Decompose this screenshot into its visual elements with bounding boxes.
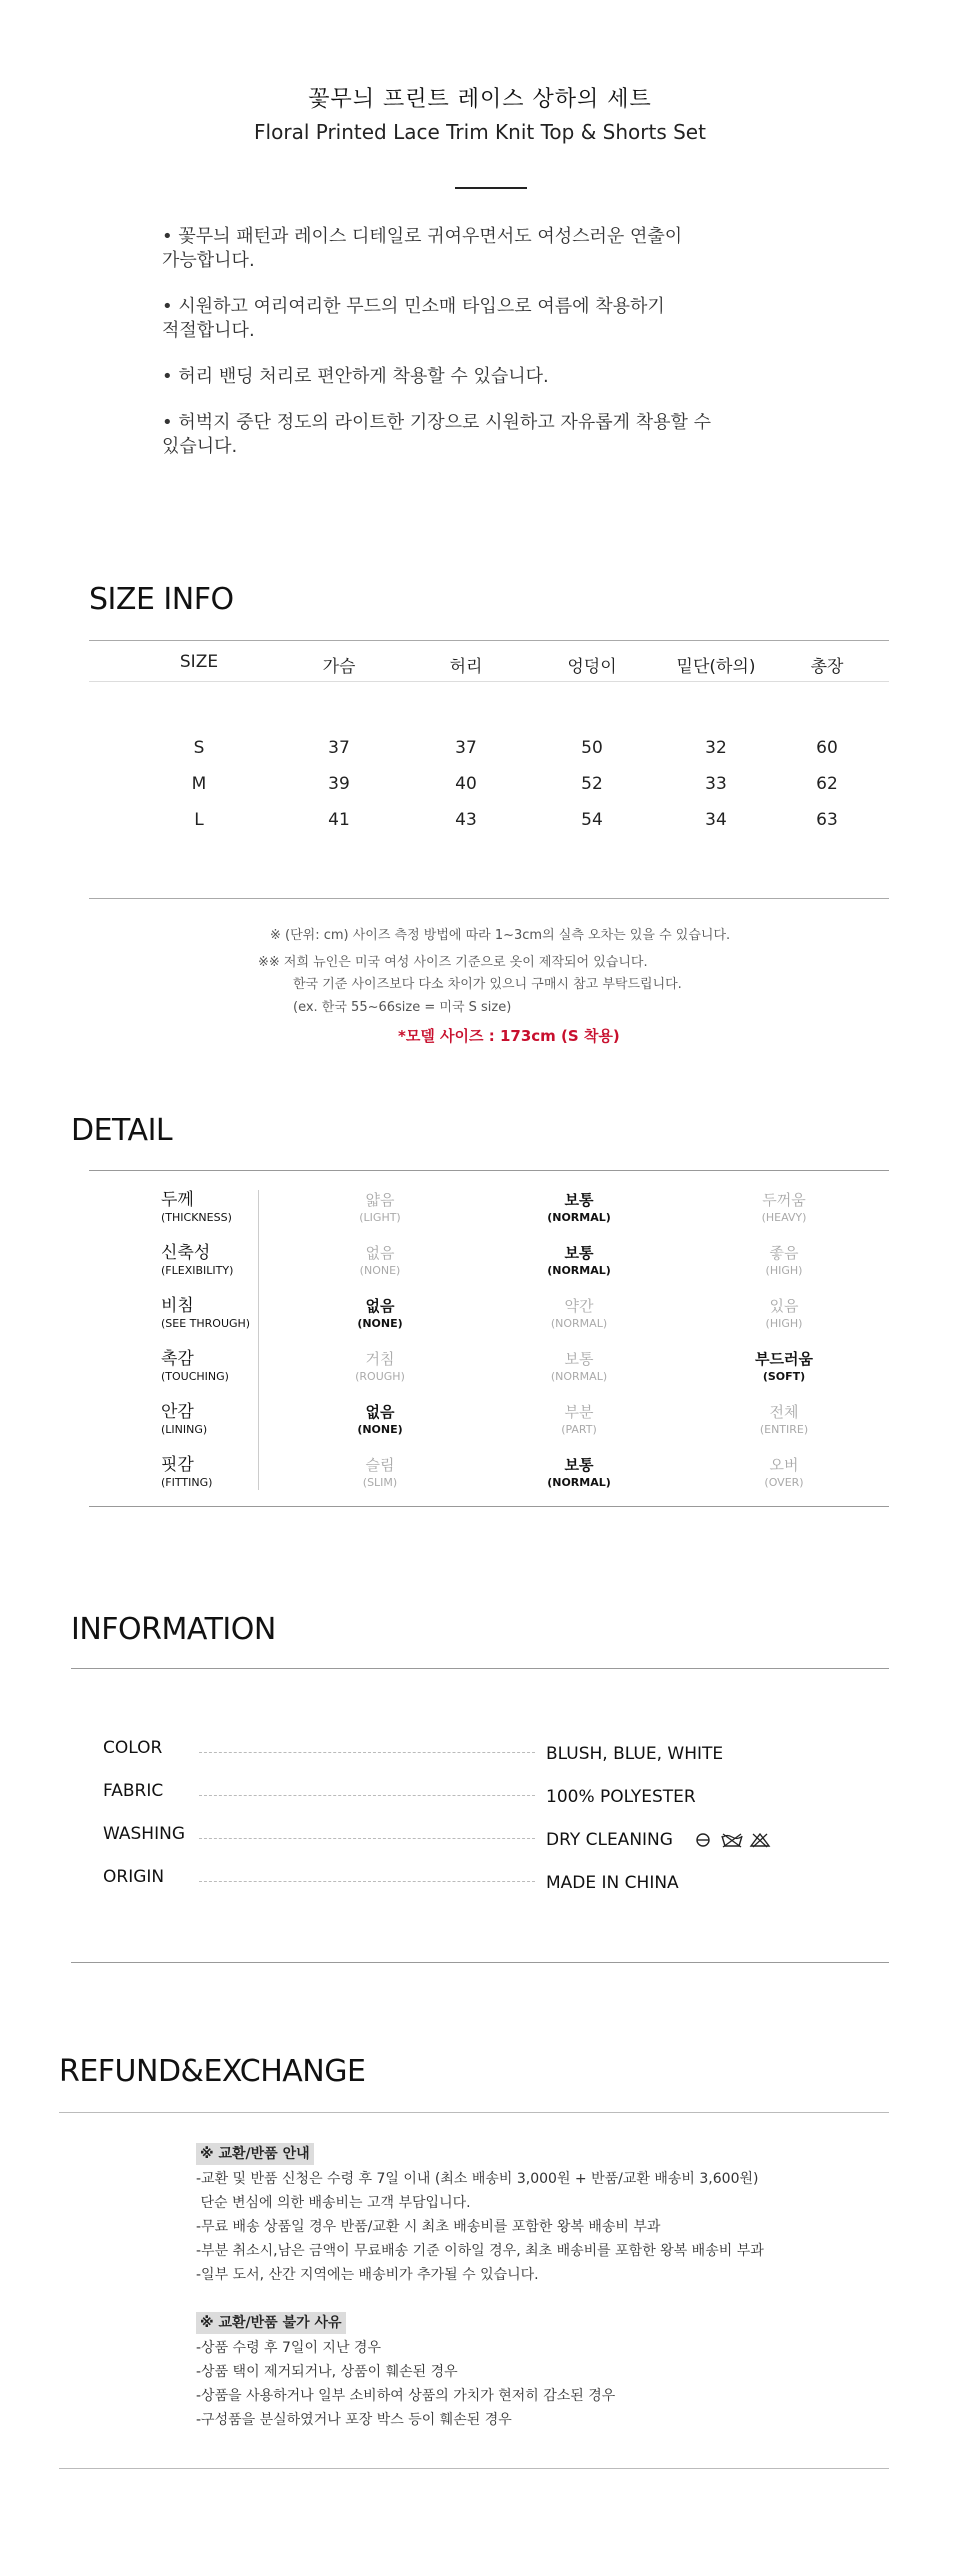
detail-option-selected [509, 1190, 649, 1226]
option-en: (NORMAL) [547, 1264, 611, 1277]
detail-option-selected [310, 1296, 450, 1332]
description-item: • 허리 밴딩 처리로 편안하게 착용할 수 있습니다. [162, 366, 549, 387]
option-kr: 전체 [769, 1403, 799, 1421]
refund-top-line [59, 2112, 889, 2113]
detail-option [714, 1296, 854, 1332]
option-en: (NORMAL) [550, 1317, 608, 1330]
no-bleach-icon [749, 1832, 771, 1848]
option-kr: 거침 [365, 1350, 395, 1368]
size-table-row [89, 810, 889, 840]
detail-title: DETAIL [71, 1113, 173, 1148]
size-table-row [89, 738, 889, 768]
refund-deny-heading: ※ 교환/반품 불가 사유 [196, 2312, 346, 2334]
size-table-top-line [89, 640, 889, 641]
option-en: (NONE) [359, 1264, 401, 1277]
info-row-color [103, 1738, 823, 1768]
size-header-cell: 총장 [810, 657, 844, 677]
detail-row-fitting [89, 1455, 889, 1505]
size-cell: 41 [328, 810, 350, 830]
detail-table-top-line [89, 1170, 889, 1171]
info-value: MADE IN CHINA [546, 1873, 679, 1893]
option-en: (NONE) [357, 1317, 403, 1330]
option-en: (NONE) [357, 1423, 403, 1436]
size-header-cell: 밑단(하의) [676, 657, 756, 677]
info-dashed-leader [199, 1752, 535, 1753]
refund-guide-line: -일부 도서, 산간 지역에는 배송비가 추가될 수 있습니다. [196, 2267, 539, 2283]
detail-label-en: (THICKNESS) [161, 1211, 232, 1224]
refund-deny-line: -상품 수령 후 7일이 지난 경우 [196, 2340, 381, 2356]
detail-option-selected [310, 1402, 450, 1438]
refund-guide-line: -무료 배송 상품일 경우 반품/교환 시 최초 배송비를 포함한 왕복 배송비 부과 [196, 2219, 661, 2235]
option-en: (HIGH) [765, 1264, 803, 1277]
info-value: BLUSH, BLUE, WHITE [546, 1744, 724, 1764]
info-row-fabric [103, 1781, 823, 1811]
size-info-title: SIZE INFO [89, 582, 234, 617]
refund-guide-line: 단순 변심에 의한 배송비는 고객 부담입니다. [196, 2195, 471, 2211]
size-note: ※※ 저희 뉴인은 미국 여성 사이즈 기준으로 옷이 제작되어 있습니다. [258, 955, 648, 970]
size-header-cell: 엉덩이 [567, 657, 617, 677]
detail-option-selected [509, 1243, 649, 1279]
option-en: (LIGHT) [359, 1211, 401, 1224]
description-item: • 시원하고 여리여리한 무드의 민소매 타입으로 여름에 착용하기 적절합니다. [162, 296, 665, 341]
detail-label-en: (FLEXIBILITY) [161, 1264, 234, 1277]
option-kr: 슬림 [365, 1456, 395, 1474]
size-header-cell: 가슴 [322, 657, 356, 677]
option-kr: 부드러움 [755, 1350, 813, 1368]
detail-label-kr: 촉감 [161, 1349, 194, 1369]
info-label: WASHING [103, 1824, 185, 1844]
option-en: (NORMAL) [547, 1476, 611, 1489]
detail-option [310, 1349, 450, 1385]
detail-label [161, 1243, 233, 1279]
size-cell: 60 [816, 738, 838, 758]
size-note: ※ (단위: cm) 사이즈 측정 방법에 따라 1~3cm의 실측 오차는 있을 수 있습니다. [270, 928, 731, 943]
info-value: DRY CLEANING [546, 1830, 673, 1850]
information-bottom-line [71, 1962, 889, 1963]
refund-deny [196, 2311, 856, 2432]
detail-table-bottom-line [89, 1506, 889, 1507]
size-cell: 32 [705, 738, 727, 758]
size-cell: 62 [816, 774, 838, 794]
detail-row-touching [89, 1349, 889, 1399]
detail-label [161, 1190, 232, 1226]
detail-row-see-through [89, 1296, 889, 1346]
info-dashed-leader [199, 1881, 535, 1882]
option-kr: 없음 [365, 1403, 395, 1421]
detail-option [509, 1349, 649, 1385]
option-kr: 얇음 [365, 1191, 395, 1209]
refund-deny-line: -상품을 사용하거나 일부 소비하여 상품의 가치가 현저히 감소된 경우 [196, 2388, 616, 2404]
option-kr: 오버 [769, 1456, 799, 1474]
product-title-en: Floral Printed Lace Trim Knit Top & Shorts Set [254, 120, 706, 144]
info-row-washing [103, 1824, 823, 1854]
refund-guide-heading: ※ 교환/반품 안내 [196, 2143, 314, 2165]
refund-guide [196, 2142, 856, 2287]
refund-deny-line: -상품 택이 제거되거나, 상품이 훼손된 경우 [196, 2364, 458, 2380]
option-kr: 부분 [564, 1403, 594, 1421]
size-table-bottom-line [89, 898, 889, 899]
model-size-note: *모델 사이즈 : 173cm (S 착용) [398, 1027, 620, 1045]
size-table-row [89, 774, 889, 804]
info-dashed-leader [199, 1838, 535, 1839]
size-cell: M [191, 774, 207, 794]
size-header-cell: 허리 [449, 657, 483, 677]
detail-row-lining [89, 1402, 889, 1452]
option-en: (OVER) [764, 1476, 804, 1489]
detail-label [161, 1349, 229, 1385]
option-kr: 없음 [365, 1244, 395, 1262]
detail-option [509, 1296, 649, 1332]
detail-option [714, 1402, 854, 1438]
description-item: • 허벅지 중단 정도의 라이트한 기장으로 시원하고 자유롭게 착용할 수 있습니다. [162, 412, 711, 457]
detail-option [310, 1455, 450, 1491]
info-label: COLOR [103, 1738, 163, 1758]
size-cell: 37 [328, 738, 350, 758]
option-en: (SOFT) [762, 1370, 806, 1383]
size-cell: 52 [581, 774, 603, 794]
description-item: • 꽃무늬 패턴과 레이스 디테일로 귀여우면서도 여성스러운 연출이 가능합니다. [162, 226, 683, 271]
size-cell: 34 [705, 810, 727, 830]
size-cell: 39 [328, 774, 350, 794]
size-cell: S [193, 738, 205, 758]
refund-bottom-line [59, 2468, 889, 2469]
option-kr: 보통 [564, 1244, 594, 1262]
detail-label-kr: 핏감 [161, 1455, 194, 1475]
detail-option [310, 1190, 450, 1226]
detail-option [714, 1243, 854, 1279]
washing-icons [694, 1830, 771, 1850]
detail-row-flexibility [89, 1243, 889, 1293]
information-title: INFORMATION [71, 1612, 276, 1647]
info-value-wrap [546, 1830, 771, 1850]
info-dashed-leader [199, 1795, 535, 1796]
option-en: (NORMAL) [550, 1370, 608, 1383]
option-kr: 보통 [564, 1350, 594, 1368]
option-en: (PART) [561, 1423, 597, 1436]
size-cell: 50 [581, 738, 603, 758]
refund-deny-line: -구성품을 분실하였거나 포장 박스 등이 훼손된 경우 [196, 2412, 512, 2428]
detail-option-selected [714, 1349, 854, 1385]
product-title-kr: 꽃무늬 프린트 레이스 상하의 세트 [308, 87, 652, 112]
detail-label-en: (SEE THROUGH) [161, 1317, 251, 1330]
option-en: (HIGH) [765, 1317, 803, 1330]
no-tumble-dry-icon [694, 1832, 714, 1848]
size-cell: 54 [581, 810, 603, 830]
info-row-origin [103, 1867, 823, 1897]
detail-label [161, 1455, 212, 1491]
size-cell: 43 [455, 810, 477, 830]
option-kr: 두꺼움 [762, 1191, 806, 1209]
detail-option [714, 1190, 854, 1226]
size-header-cell: SIZE [179, 652, 219, 672]
size-cell: 63 [816, 810, 838, 830]
option-kr: 보통 [564, 1191, 594, 1209]
option-en: (ENTIRE) [759, 1423, 809, 1436]
refund-title: REFUND&EXCHANGE [59, 2054, 366, 2089]
detail-option [310, 1243, 450, 1279]
size-cell: 37 [455, 738, 477, 758]
title-divider [455, 187, 527, 189]
detail-label-kr: 안감 [161, 1402, 194, 1422]
detail-label-kr: 비침 [161, 1296, 194, 1316]
detail-label-en: (FITTING) [161, 1476, 213, 1489]
option-en: (HEAVY) [761, 1211, 807, 1224]
size-cell: 40 [455, 774, 477, 794]
refund-guide-line: -교환 및 반품 신청은 수령 후 7일 이내 (최소 배송비 3,000원 + 반품/교환 배송비 3,600원) [196, 2171, 759, 2187]
option-en: (SLIM) [362, 1476, 398, 1489]
info-label: ORIGIN [103, 1867, 165, 1887]
option-kr: 보통 [564, 1456, 594, 1474]
info-value: 100% POLYESTER [546, 1787, 696, 1807]
option-kr: 있음 [769, 1297, 799, 1315]
option-kr: 없음 [365, 1297, 395, 1315]
size-cell: L [194, 810, 204, 830]
detail-option-selected [509, 1455, 649, 1491]
no-wash-icon [720, 1832, 744, 1848]
detail-option [509, 1402, 649, 1438]
detail-label-kr: 두께 [161, 1190, 194, 1210]
information-top-line [71, 1668, 889, 1669]
refund-guide-line: -부분 취소시,남은 금액이 무료배송 기준 이하일 경우, 최초 배송비를 포함한 왕복 배송비 부과 [196, 2243, 764, 2259]
detail-label [161, 1402, 207, 1438]
size-table-header [89, 652, 889, 682]
detail-label-en: (TOUCHING) [161, 1370, 229, 1383]
product-description [162, 225, 802, 481]
option-kr: 약간 [564, 1297, 594, 1315]
size-note: 한국 기준 사이즈보다 다소 차이가 있으니 구매시 참고 부탁드립니다. [293, 977, 682, 992]
size-table-header-line [89, 681, 889, 682]
detail-label [161, 1296, 250, 1332]
option-en: (NORMAL) [547, 1211, 611, 1224]
detail-label-kr: 신축성 [161, 1243, 211, 1263]
detail-row-thickness [89, 1190, 889, 1240]
info-label: FABRIC [103, 1781, 164, 1801]
detail-label-en: (LINING) [161, 1423, 208, 1436]
option-kr: 좋음 [769, 1244, 799, 1262]
detail-option [714, 1455, 854, 1491]
option-en: (ROUGH) [355, 1370, 405, 1383]
size-cell: 33 [705, 774, 727, 794]
size-note: (ex. 한국 55~66size = 미국 S size) [293, 1000, 512, 1015]
